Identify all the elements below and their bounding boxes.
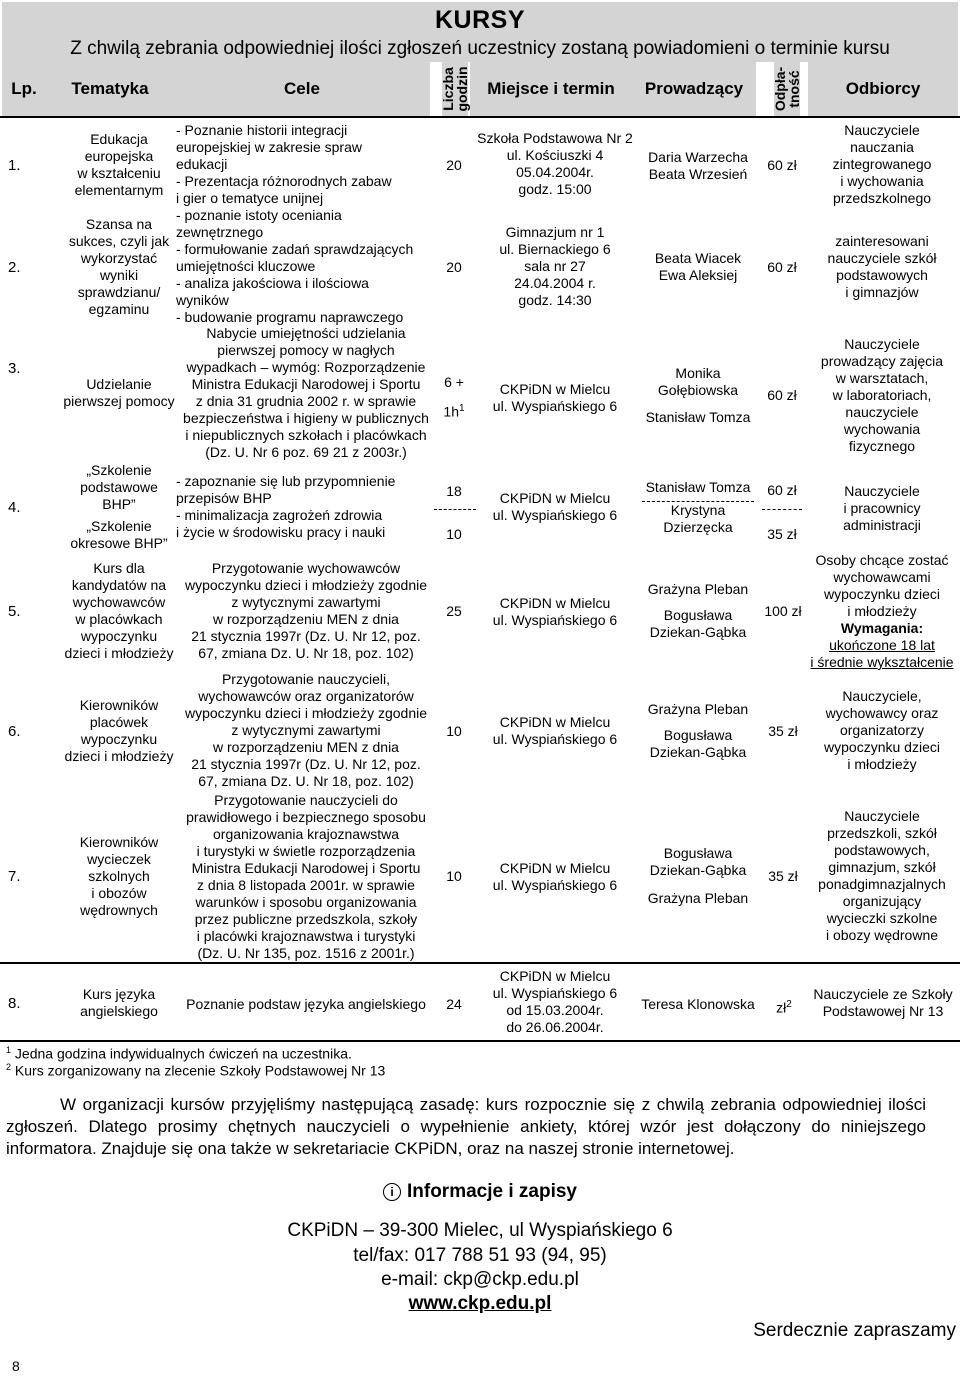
row-7-tematyka: Kierowników wycieczek szkolnych i obozów wędrownych bbox=[79, 834, 159, 918]
header-prowadzacy: Prowadzący bbox=[632, 62, 756, 116]
row-5-cele: Przygotowanie wychowawców wypoczynku dzieci i młodzieży zgodnie z wytycznymi zawartymi w rozporządzeniu MEN z dnia 21 stycznia 1997r (Dz. U. Nr 12, poz. 67, zmiana Dz. U. Nr 18, poz. 102) bbox=[185, 560, 427, 661]
footnote-ref-1: 1 bbox=[459, 403, 465, 414]
row-6-prowadzacy-b: Bogusława Dziekan-Gąbka bbox=[649, 727, 747, 760]
row-3-cena: 60 zł bbox=[767, 387, 797, 403]
row-5-tematyka: Kurs dla kandydatów na wychowawców w placówkach wypoczynku dzieci i młodzieży bbox=[64, 560, 174, 661]
header-godzin: Liczba godzin bbox=[442, 62, 468, 116]
row-7-cele: Przygotowanie nauczycieli do prawidłowego i bezpiecznego sposobu organizowania krajoznawstwa i turystyki w świetle rozporządzenia Ministra Edukacji Narodowej i Sportu z dnia 8 listopada 2001r. w sprawie warunków i sposobu organizowania przez publiczne przedszkola, szkoły i placówki krajoznawstwa i turystyki (Dz. U. Nr 135, poz. 1516 z 2001r.) bbox=[186, 792, 426, 961]
row-8-cena: $zł^2$ bbox=[776, 999, 792, 1016]
header-odbiorcy: Odbiorcy bbox=[808, 62, 958, 116]
row-8-prowadzacy: Teresa Klonowska bbox=[641, 996, 755, 1012]
row-3-odbiorcy: Nauczyciele prowadzący zajęcia w warsztatach, w laboratoriach, nauczyciele wychowania fizycznego bbox=[820, 336, 944, 454]
info-paragraph: W organizacji kursów przyjęliśmy następującą zasadę: kurs rozpocznie się z chwilą zebrania odpowiedniej ilości zgłoszeń. Dlatego prosimy chętnych nauczycieli o wypełnienie ankiety, której wzór jest dołączony do niniejszego informatora. Znajduje się ona także w sekretariacie CKPiDN, oraz na naszej stronie internetowej. bbox=[6, 1095, 926, 1158]
info-icon: i bbox=[383, 1183, 401, 1201]
row-6-cele: Przygotowanie nauczycieli, wychowawców oraz organizatorów wypoczynku dzieci i młodzieży zgodnie z wytycznymi zawartymi w rozporządzeniu MEN z dnia 21 stycznia 1997r (Dz. U. Nr 12, poz. 67, zmiana Dz. U. Nr 18, poz. 102) bbox=[185, 671, 427, 789]
page-number: 8 bbox=[12, 1358, 20, 1374]
row-1-godzin: 20 bbox=[446, 157, 462, 173]
info-website-link[interactable]: www.ckp.edu.pl bbox=[408, 1293, 552, 1314]
row-4-cele: - zapoznanie się lub przypomnienie przepisów BHP - minimalizacja zagrożeń zdrowia i życie w środowisku pracy i nauki bbox=[176, 473, 396, 540]
table-bottom-rule bbox=[0, 1040, 960, 1042]
footnote-2: $^2$ Kurs zorganizowany na zlecenie Szkoły Podstawowej Nr 13 bbox=[6, 1062, 386, 1079]
row-5-prowadzacy-b: Bogusława Dziekan-Gąbka bbox=[649, 607, 747, 640]
footnote-ref-2: 2 bbox=[786, 999, 792, 1010]
row-2-lp: 2. bbox=[8, 259, 21, 276]
row-4-tematyka-a: „Szkolenie podstawowe BHP” bbox=[80, 462, 158, 512]
row-2-cele: - poznanie istoty oceniania zewnętrznego - formułowanie zadań sprawdzających umiejętności kluczowe - analiza jakościowa i ilościowa wyników - budowanie programu naprawczego bbox=[176, 207, 414, 325]
header-tematyka: Tematyka bbox=[46, 62, 174, 116]
row-4-prowadzacy-a: Stanisław Tomza bbox=[645, 479, 751, 495]
row-4-cena-b: 35 zł bbox=[767, 526, 797, 542]
row-7-prowadzacy-b: Grażyna Pleban bbox=[647, 890, 749, 906]
row-4-odbiorcy: Nauczyciele i pracownicy administracji bbox=[843, 483, 921, 533]
header-miejsce: Miejsce i termin bbox=[470, 62, 632, 116]
row-4-cena-a: 60 zł bbox=[767, 482, 797, 498]
row-2-cena: 60 zł bbox=[767, 259, 797, 275]
row-2-tematyka: Szansa na sukces, czyli jak wykorzystać wyniki sprawdzianu/ egzaminu bbox=[68, 216, 170, 317]
row-7-odbiorcy: Nauczyciele przedszkoli, szkół podstawowych, gimnazjum, szkół ponadgimnazjalnych organizujący wycieczki szkolne i obozy wędrowne bbox=[818, 808, 946, 943]
row-3-miejsce: CKPiDN w Mielcu ul. Wyspiańskiego 6 bbox=[492, 381, 618, 414]
row-1-tematyka: Edukacja europejska w kształceniu elementarnym bbox=[74, 131, 164, 198]
row-3-prowadzacy-b: Stanisław Tomza bbox=[645, 409, 751, 425]
row-7-lp: 7. bbox=[8, 868, 21, 885]
row-5-godzin: 25 bbox=[446, 603, 462, 619]
info-phone: tel/fax: 017 788 51 93 (94, 95) bbox=[353, 1245, 607, 1266]
row-4-cena-divider bbox=[762, 509, 802, 510]
row-3-cele: Nabycie umiejętności udzielania pierwszej pomocy w nagłych wypadkach – wymóg: Rozporządzenie Ministra Edukacji Narodowej i Sportu z dnia 31 grudnia 2002 r. w sprawie bezpieczeństwa i higieny w publicznych i niepublicznych szkołach i placówkach (Dz. U. Nr 6 poz. 69 21 z 2003r.) bbox=[183, 325, 429, 460]
row-4-tematyka-b: „Szkolenie okresowe BHP” bbox=[70, 518, 168, 551]
row-3-tematyka: Udzielanie pierwszej pomocy bbox=[63, 376, 175, 409]
row-1-cele: - Poznanie historii integracji europejskiej w zakresie spraw edukacji - Prezentacja różnorodnych zabaw i gier o tematyce unijnej bbox=[176, 122, 392, 206]
row-5-prowadzacy-a: Grażyna Pleban bbox=[647, 581, 749, 597]
row-4-miejsce: CKPiDN w Mielcu ul. Wyspiańskiego 6 bbox=[492, 490, 618, 523]
row-6-tematyka: Kierowników placówek wypoczynku dzieci i młodzieży bbox=[64, 697, 174, 764]
page-title: KURSY bbox=[434, 6, 525, 34]
row-1-odbiorcy: Nauczyciele nauczania zintegrowanego i wychowania przedszkolnego bbox=[832, 122, 932, 206]
row-1-cena: 60 zł bbox=[767, 157, 797, 173]
row-6-miejsce: CKPiDN w Mielcu ul. Wyspiańskiego 6 bbox=[492, 714, 618, 747]
row-7-godzin: 10 bbox=[446, 868, 462, 884]
footnote-1: $^1$ Jedna godzina indywidualnych ćwiczeń na uczestnika. bbox=[6, 1045, 352, 1062]
row-2-miejsce: Gimnazjum nr 1 ul. Biernackiego 6 sala nr 27 24.04.2004 r. godz. 14:30 bbox=[499, 224, 611, 308]
row-8-lp: 8. bbox=[8, 995, 21, 1012]
closing-text: Serdecznie zapraszamy bbox=[753, 1320, 956, 1341]
page-subtitle: Z chwilą zebrania odpowiedniej ilości zgłoszeń uczestnicy zostaną powiadomieni o terminie kursu bbox=[70, 38, 890, 59]
header-lp: Lp. bbox=[2, 62, 46, 116]
row-3-prowadzacy-a: Monika Gołębiowska bbox=[657, 365, 739, 398]
row-8-cele: Poznanie podstaw języka angielskiego bbox=[186, 996, 426, 1012]
row-5-cena: 100 zł bbox=[764, 603, 802, 619]
row-1-lp: 1. bbox=[8, 157, 21, 174]
header-rule bbox=[0, 116, 960, 118]
row-8-godzin: 24 bbox=[446, 996, 462, 1012]
row-3-godzin: 6 + bbox=[444, 374, 464, 390]
row-4-prowadzacy-b: Krystyna Dzierzęcka bbox=[663, 502, 733, 535]
row-1-miejsce: Szkoła Podstawowa Nr 2 ul. Kościuszki 4 05.04.2004r. godz. 15:00 bbox=[477, 130, 633, 197]
row-4-godzin-b: 10 bbox=[446, 526, 462, 542]
row-6-lp: 6. bbox=[8, 723, 21, 740]
header-cele: Cele bbox=[174, 62, 430, 116]
row-4-lp: 4. bbox=[8, 499, 21, 516]
row-7-prowadzacy-a: Bogusława Dziekan-Gąbka bbox=[649, 845, 747, 878]
info-heading-line bbox=[0, 1181, 960, 1203]
row-5-wymagania-age: ukończone 18 lat bbox=[829, 637, 935, 653]
table-separator bbox=[0, 962, 960, 964]
row-5-wymagania-education: i średnie wykształcenie bbox=[810, 654, 954, 670]
row-8-miejsce: CKPiDN w Mielcu ul. Wyspiańskiego 6 od 15.03.2004r. do 26.06.2004r. bbox=[492, 968, 618, 1035]
row-3-godzin-extra: $1h^1$ bbox=[443, 403, 465, 420]
row-2-godzin: 20 bbox=[446, 259, 462, 275]
row-6-godzin: 10 bbox=[446, 723, 462, 739]
row-5-lp: 5. bbox=[8, 603, 21, 620]
row-4-godzin-a: 18 bbox=[446, 483, 462, 499]
row-6-odbiorcy: Nauczyciele, wychowawcy oraz organizatorzy wypoczynku dzieci i młodzieży bbox=[824, 688, 940, 772]
row-6-cena: 35 zł bbox=[768, 723, 798, 739]
row-8-odbiorcy: Nauczyciele ze Szkoły Podstawowej Nr 13 bbox=[813, 986, 953, 1019]
row-1-prowadzacy: Daria Warzecha Beata Wrzesień bbox=[648, 149, 748, 182]
row-5-miejsce: CKPiDN w Mielcu ul. Wyspiańskiego 6 bbox=[492, 595, 618, 628]
row-7-miejsce: CKPiDN w Mielcu ul. Wyspiańskiego 6 bbox=[492, 860, 618, 893]
info-email[interactable]: e-mail: ckp@ckp.edu.pl bbox=[381, 1269, 579, 1290]
info-address: CKPiDN – 39-300 Mielec, ul Wyspiańskiego 6 bbox=[287, 1220, 673, 1241]
row-8-tematyka: Kurs języka angielskiego bbox=[80, 986, 158, 1019]
row-5-wymagania: Wymagania: bbox=[840, 620, 924, 636]
row-6-prowadzacy-a: Grażyna Pleban bbox=[647, 701, 749, 717]
row-3-lp: 3. bbox=[8, 360, 21, 377]
info-heading: Informacje i zapisy bbox=[406, 1181, 577, 1202]
row-7-cena: 35 zł bbox=[768, 868, 798, 884]
header-odplatnosc: Odpła- tność bbox=[774, 62, 800, 116]
row-2-odbiorcy: zainteresowani nauczyciele szkół podstawowych i gimnazjów bbox=[827, 233, 937, 300]
row-2-prowadzacy: Beata Wiacek Ewa Aleksiej bbox=[654, 250, 742, 283]
row-5-odbiorcy: Osoby chcące zostać wychowawcami wypoczynku dzieci i młodzieży bbox=[815, 552, 949, 619]
